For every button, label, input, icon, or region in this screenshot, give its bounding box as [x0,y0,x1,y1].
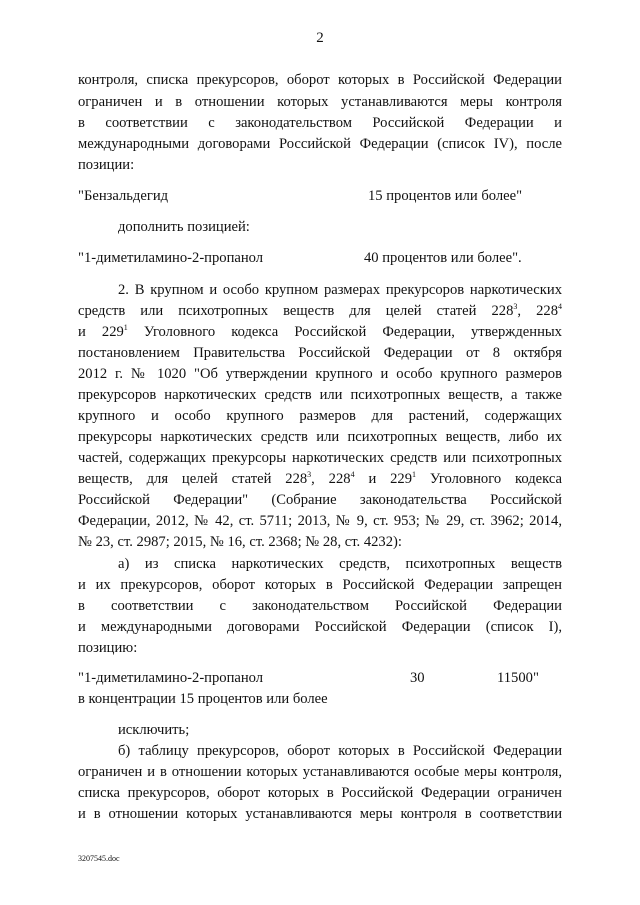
position3-value1: 30 [410,670,425,686]
position2-value: 40 процентов или более". [364,250,522,266]
page-number: 2 [316,30,324,46]
para1-line: в соответствии с законодательством Российской Федерации и [78,115,562,131]
item-b-line: ограничен и в отношении которых устанавливаются особые меры контроля, [78,764,562,780]
para2-line: средств или психотропных веществ для целей статей $228^3$, $228^4$ [78,302,562,319]
position3-name-line2: в концентрации 15 процентов или более [78,691,328,707]
supplement-label: дополнить позицией: [118,219,250,235]
para1-line: ограничен и в отношении которых устанавливаются меры контроля [78,94,562,110]
para1-line: международными договорами Российской Федерации (список IV), после [78,136,562,152]
para1-line: позиции: [78,157,135,173]
para2-line: Федерации, 2012, № 42, ст. 5711; 2013, № 9, ст. 953; № 29, ст. 3962; 2014, [78,513,562,529]
item-b-line: списка прекурсоров, оборот которых в Российской Федерации ограничен [78,785,562,801]
item-a-line: и международными договорами Российской Федерации (список I), [78,619,562,635]
position1-name: "Бензальдегид [78,188,169,204]
item-b-line: б) таблицу прекурсоров, оборот которых в Российской Федерации [118,743,562,759]
para2-line: 2012 г. № 1020 "Об утверждении крупного и особо крупного размеров [78,366,562,382]
item-b-line: и в отношении которых устанавливаются меры контроля в соответствии [78,806,562,822]
position2-name: "1-диметиламино-2-пропанол [78,250,264,266]
position3-name: "1-диметиламино-2-пропанол [78,670,264,686]
item-a-line: позицию: [78,640,138,656]
exclude-label: исключить; [118,722,190,738]
para2-line: Российской Федерации" (Собрание законодательства Российской [78,492,562,508]
para2-line: постановлением Правительства Российской Федерации от 8 октября [78,345,562,361]
item-a-line: в соответствии с законодательством Российской Федерации [78,598,562,614]
para2-line: № 23, ст. 2987; 2015, № 16, ст. 2368; № 28, ст. 4232): [78,534,402,550]
para2-line: частей, содержащих прекурсоры наркотических средств или психотропных [78,450,562,466]
para2-line: прекурсоры наркотических средств или психотропных веществ, либо их [78,429,562,445]
position1-value: 15 процентов или более" [368,188,523,204]
position3-value2: 11500" [497,670,539,686]
item-a-line: и их прекурсоров, оборот которых в Российской Федерации запрещен [78,577,562,593]
para1-line: контроля, списка прекурсоров, оборот которых в Российской Федерации [78,72,562,88]
para2-line: 2. В крупном и особо крупном размерах прекурсоров наркотических [118,282,562,298]
para2-line: веществ, для целей статей $228^3$, $228^4$ и $229^1$ Уголовного кодекса [78,470,562,487]
para2-line: прекурсоров наркотических средств или психотропных веществ, а также [78,387,562,403]
item-a-line: а) из списка наркотических средств, психотропных веществ [118,556,562,572]
footer-filename: 3207545.doc [78,854,120,863]
para2-line: и $229^1$ Уголовного кодекса Российской Федерации, утвержденных [78,323,562,340]
para2-line: крупного и особо крупного размеров для растений, содержащих [78,408,562,424]
